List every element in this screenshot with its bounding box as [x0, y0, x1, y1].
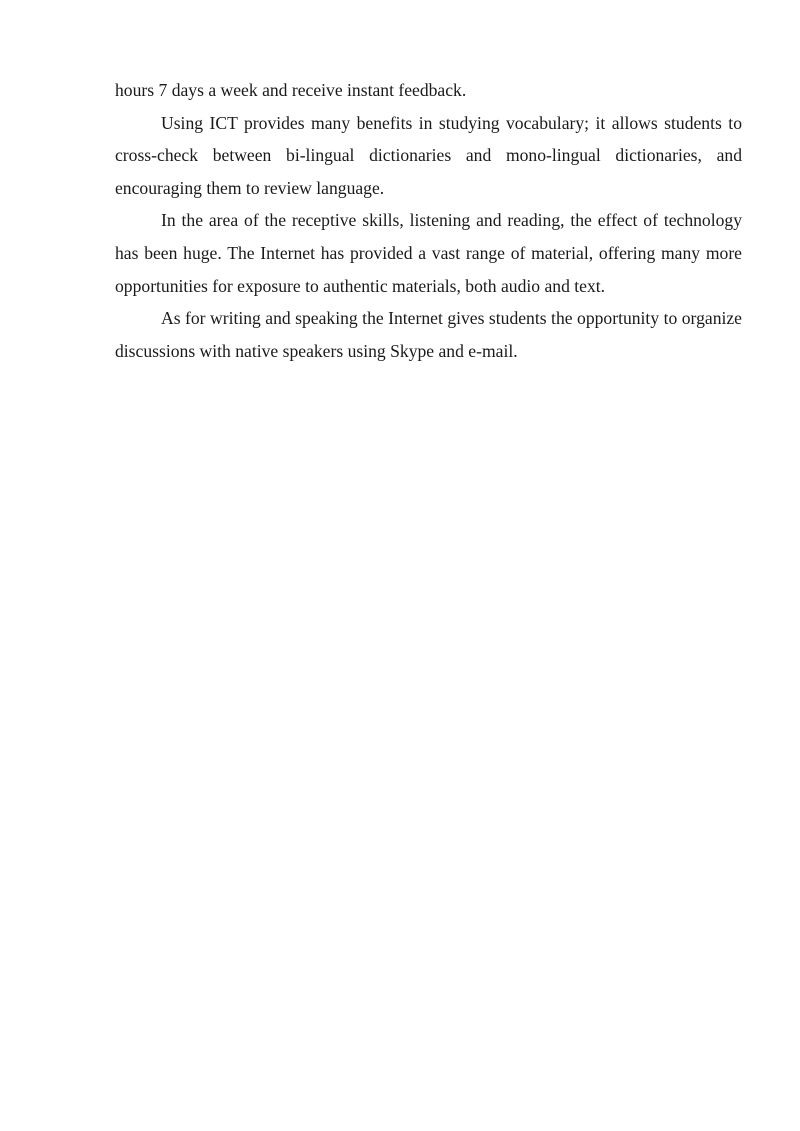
paragraph-ict-vocabulary: Using ICT provides many benefits in studying vocabulary; it allows students to cross-check between bi-lingual dictionaries and mono-lingual dictionaries, and encouraging them to review language.: [115, 112, 742, 198]
paragraph-writing-speaking: As for writing and speaking the Internet gives students the opportunity to organize discussions with native speakers using Skype and e-mail.: [115, 308, 742, 361]
paragraph-continued: hours 7 days a week and receive instant feedback.: [115, 80, 467, 100]
body-text: [115, 74, 742, 367]
paragraph-receptive-skills: In the area of the receptive skills, listening and reading, the effect of technology has been huge. The Internet has provided a vast range of material, offering many more opportunities for exposure to authentic materials, both audio and text.: [115, 210, 742, 296]
